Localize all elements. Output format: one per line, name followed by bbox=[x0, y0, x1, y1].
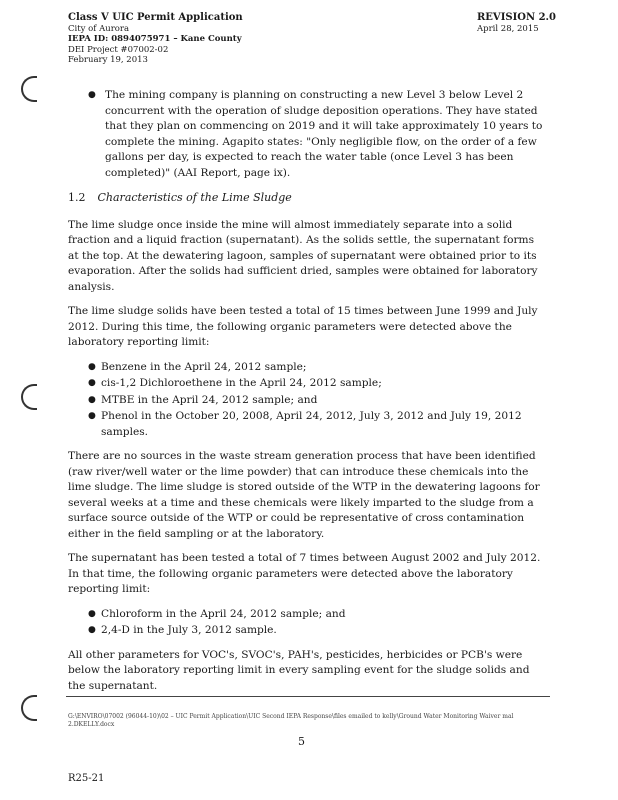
list-item: ● Chloroform in the April 24, 2012 sample; and bbox=[68, 607, 544, 623]
header-revision: REVISION 2.0 bbox=[477, 12, 556, 23]
intro-bullet-list bbox=[68, 88, 544, 181]
paragraph: All other parameters for VOC's, SVOC's, PAH's, pesticides, herbicides or PCB's were below the laboratory reporting limit in every sampling event for the sludge solids and the supernatant. bbox=[68, 648, 530, 692]
binder-hole-mark bbox=[21, 384, 37, 410]
footer-file-path: G:\ENVIRO\07002 (96044-10)\02 – UIC Permit Application\UIC Second IEPA Response\files emailed to kelly\Ground Water Monitoring Waiver mal 2.DKELLY.docx bbox=[68, 713, 514, 728]
bullet-icon: ● bbox=[88, 378, 96, 388]
page-number: 5 bbox=[298, 735, 305, 748]
footer-divider bbox=[66, 696, 550, 697]
list-item: ● 2,4-D in the July 3, 2012 sample. bbox=[68, 623, 544, 639]
bullet-icon: ● bbox=[88, 608, 96, 619]
document-code: R25-21 bbox=[68, 773, 105, 784]
bullet-icon: ● bbox=[88, 625, 96, 635]
paragraph: There are no sources in the waste stream generation process that have been identified (raw river/well water or the lime powder) that can introduce these chemicals into the lime sludge. The lime sludge is stored outside of the WTP in the dewatering lagoons for several weeks at a time and these chemicals were likely imparted to the sludge from a surface source outside of the WTP or could be representative of cross contamination either in the field sampling or at the laboratory. bbox=[68, 450, 540, 540]
document-body bbox=[68, 88, 544, 703]
list-item: ● Benzene in the April 24, 2012 sample; bbox=[68, 360, 544, 376]
paragraph: The lime sludge once inside the mine will almost immediately separate into a solid fraction and a liquid fraction (supernatant). As the solids settle, the supernatant forms at the top. At the dewatering lagoon, samples of supernatant were obtained prior to its evaporation. After the solids had sufficient dried, samples were obtained for laboratory analysis. bbox=[68, 218, 538, 293]
binder-hole-mark bbox=[21, 695, 37, 721]
list-item: ● cis-1,2 Dichloroethene in the April 24, 2012 sample; bbox=[68, 376, 544, 392]
paragraph: The lime sludge solids have been tested a total of 15 times between June 1999 and July 2012. During this time, the following organic parameters were detected above the laboratory reporting limit: bbox=[68, 305, 538, 348]
paragraph: The supernatant has been tested a total of 7 times between August 2002 and July 2012. In that time, the following organic parameters were detected above the laboratory reporting limit: bbox=[68, 552, 541, 595]
header-revision-date: April 28, 2015 bbox=[477, 23, 539, 34]
list-item: ● The mining company is planning on constructing a new Level 3 below Level 2 concurrent with the operation of sludge deposition operations. They have stated that they plan on commencing on 2019 and it will take approximately 10 years to complete the mining. Agapito states: "Only negligible flow, on the order of a few gallons per day, is expected to reach the water table (once Level 3 has been completed)" (AAI Report, page ix). bbox=[88, 89, 543, 179]
header-date: February 19, 2013 bbox=[68, 55, 148, 65]
header-client: City of Aurora bbox=[68, 23, 130, 34]
bullet-icon: ● bbox=[88, 394, 96, 405]
list-item: ● MTBE in the April 24, 2012 sample; and bbox=[68, 393, 544, 409]
page-header-right bbox=[477, 13, 556, 34]
bullet-icon: ● bbox=[88, 411, 96, 421]
header-iepa-id: IEPA ID: 0894075971 – Kane County bbox=[68, 34, 242, 44]
list-item: ● Phenol in the October 20, 2008, April 24, 2012, July 3, 2012 and July 19, 2012 samples. bbox=[88, 410, 522, 438]
supernatant-detection-list bbox=[68, 607, 544, 639]
bullet-icon: ● bbox=[88, 361, 96, 372]
header-project: DEI Project #07002-02 bbox=[68, 44, 169, 55]
page-header-left bbox=[68, 13, 243, 66]
section-heading: 1.2 Characteristics of the Lime Sludge bbox=[68, 191, 292, 204]
bullet-icon: ● bbox=[88, 90, 96, 100]
solids-detection-list bbox=[68, 360, 544, 441]
header-title: Class V UIC Permit Application bbox=[68, 12, 243, 23]
binder-hole-mark bbox=[21, 76, 37, 102]
